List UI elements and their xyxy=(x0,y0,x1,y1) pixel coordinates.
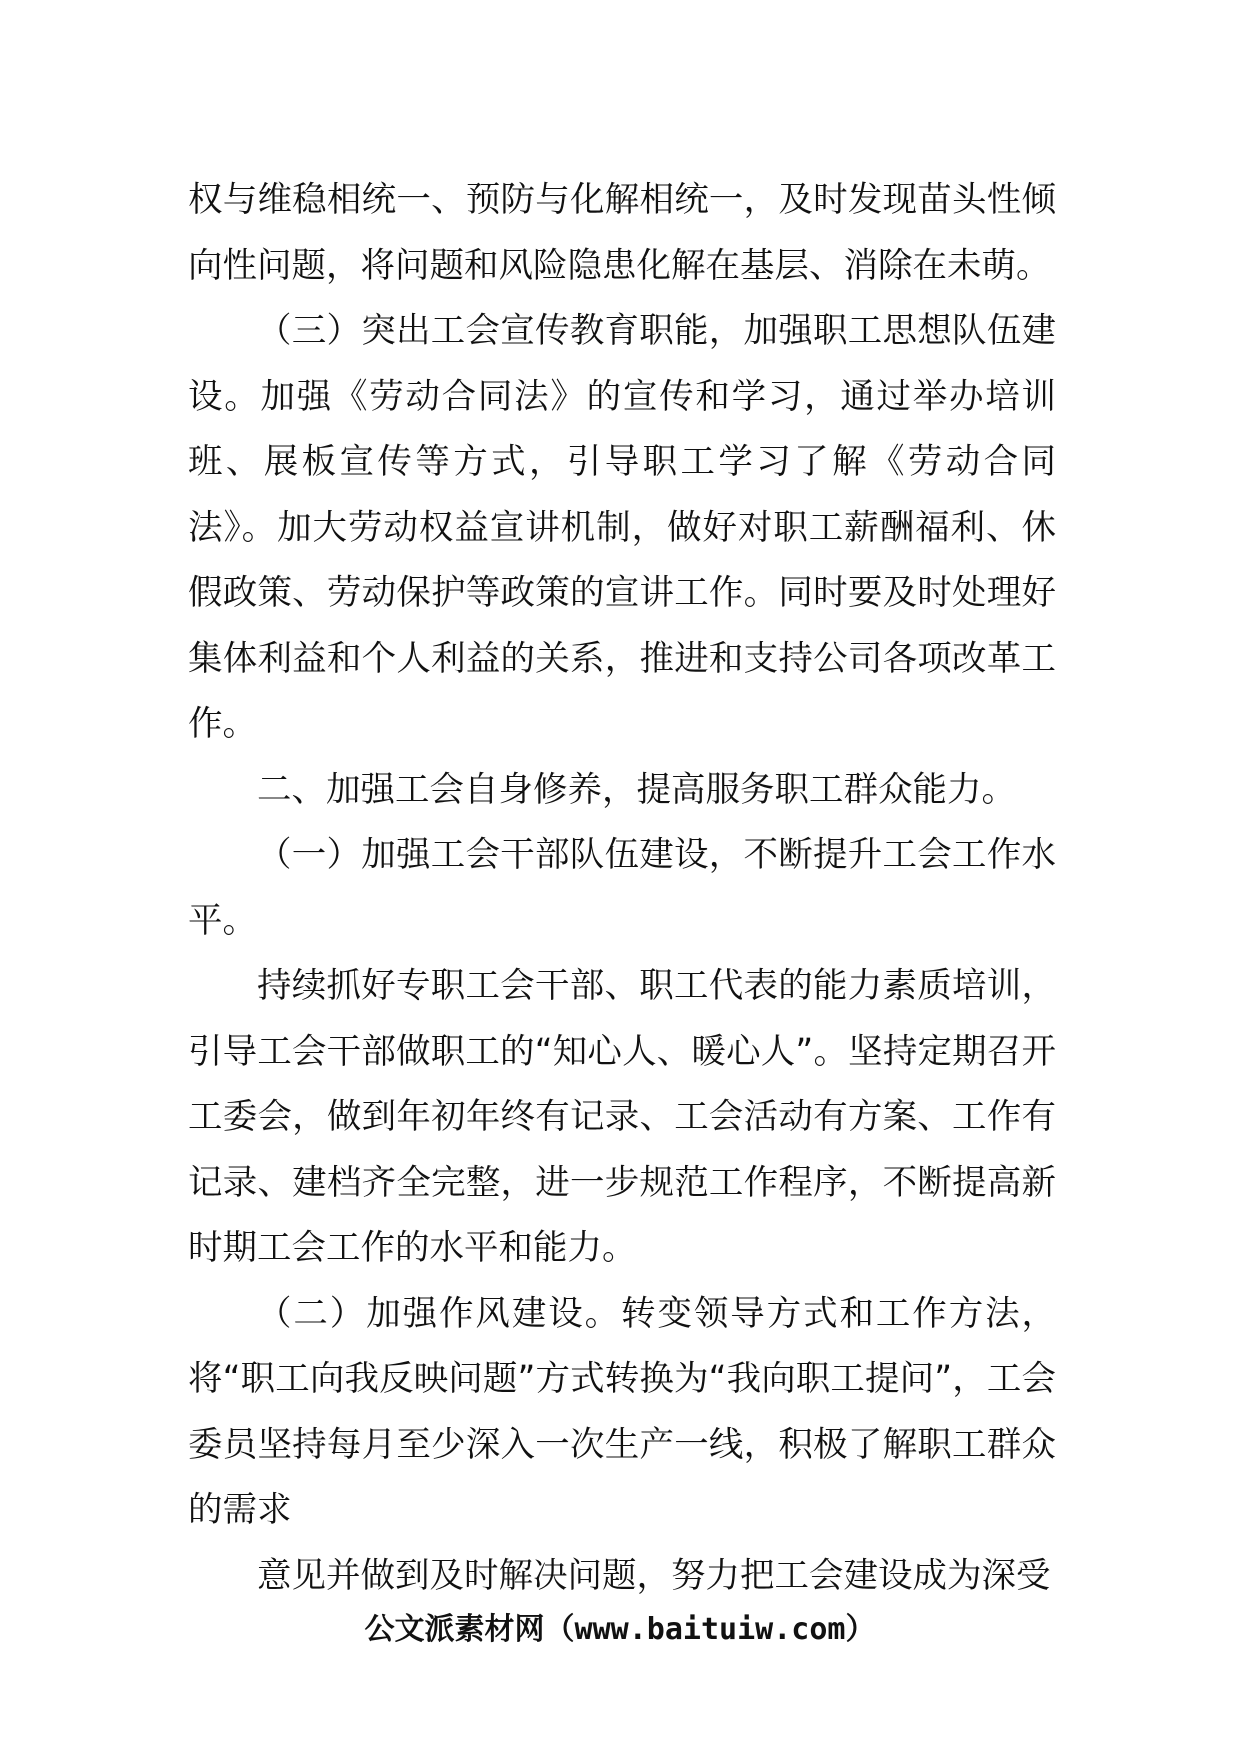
footer-site-name: 公文派素材网 xyxy=(364,1612,545,1647)
footer-url: www.baituiw.com xyxy=(574,1612,846,1647)
paragraph: 权与维稳相统一、预防与化解相统一，及时发现苗头性倾向性问题，将问题和风险隐患化解在基层、消除在未萌。 xyxy=(188,180,1056,286)
paragraph: （二）加强作风建设。转变领导方式和工作方法，将“职工向我反映问题”方式转换为“我向职工提问”，工会委员坚持每月至少深入一次生产一线，积极了解职工群众的需求 xyxy=(188,1293,1056,1530)
paragraph: （三）突出工会宣传教育职能，加强职工思想队伍建设。加强《劳动合同法》的宣传和学习，通过举办培训班、展板宣传等方式，引导职工学习了解《劳动合同法》。加大劳动权益宣讲机制，做好对职工薪酬福利、休假政策、劳动保护等政策的宣讲工作。同时要及时处理好集体利益和个人利益的关系，推进和支持公司各项改革工作。 xyxy=(188,311,1056,744)
subsection-heading: （一）加强工会干部队伍建设，不断提升工会工作水平。 xyxy=(188,835,1056,941)
paragraph: 持续抓好专职工会干部、职工代表的能力素质培训，引导工会干部做职工的“知心人、暖心人”。坚持定期召开工委会，做到年初年终有记录、工会活动有方案、工作有记录、建档齐全完整，进一步规范工作程序，不断提高新时期工会工作的水平和能力。 xyxy=(188,966,1056,1268)
footer-paren-close: ） xyxy=(845,1612,876,1647)
section-heading: 二、加强工会自身修养，提高服务职工群众能力。 xyxy=(257,769,1016,810)
page-footer xyxy=(0,1610,1240,1650)
paragraph: 意见并做到及时解决问题，努力把工会建设成为深受 xyxy=(257,1555,1051,1596)
document-body xyxy=(188,168,1056,1609)
footer-paren-open: （ xyxy=(544,1612,575,1647)
